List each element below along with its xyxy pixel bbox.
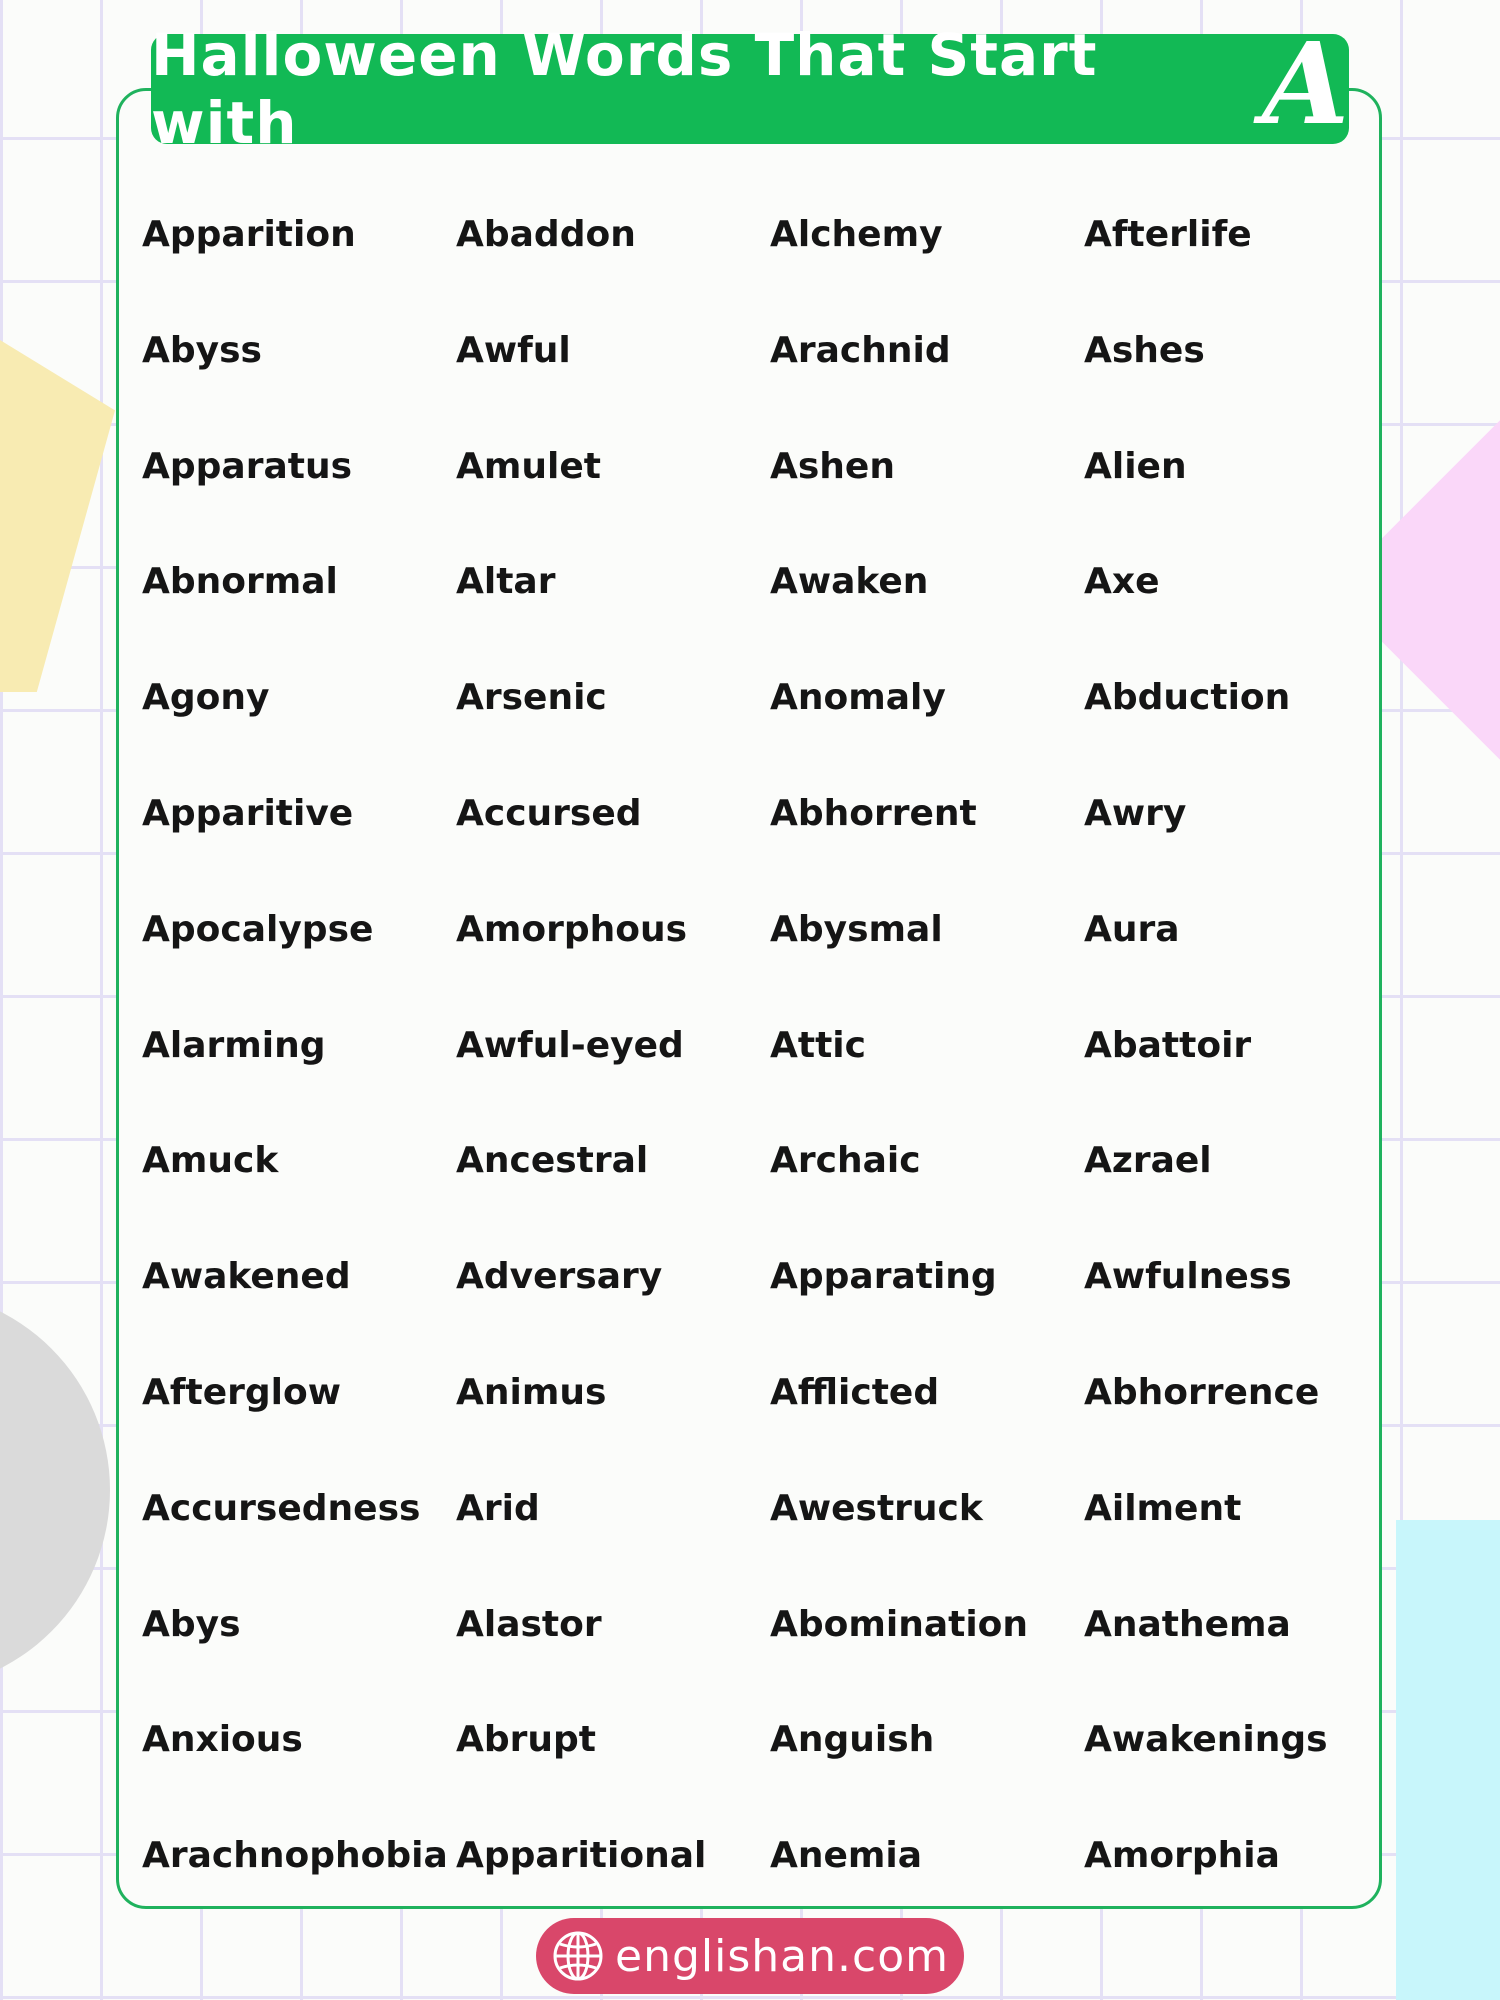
word-item: Archaic [770,1140,921,1182]
word-item: Accursed [456,792,642,834]
word-item: Anemia [770,1835,923,1877]
word-item: Ashen [770,445,895,487]
word-item: Alarming [142,1024,326,1066]
word-item: Abattoir [1084,1024,1252,1066]
page-title: Halloween Words That Start with [151,21,1098,157]
globe-icon [551,1929,605,1983]
word-item: Awaken [770,561,929,603]
word-item: Arachnophobia [142,1835,448,1877]
word-item: Afflicted [770,1371,940,1413]
decorative-yellow-shape [0,340,115,692]
title-letter: A [1262,19,1349,150]
word-item: Apparition [142,214,356,255]
word-item: Accursedness [142,1487,421,1529]
word-item: Abnormal [142,561,338,603]
word-item: Abduction [1084,677,1291,719]
word-grid [142,200,1378,1937]
word-item: Anomaly [770,677,946,719]
word-item: Apparating [770,1256,997,1298]
word-item: Animus [456,1371,607,1413]
word-item: Abhorrence [1084,1371,1320,1413]
word-item: Agony [142,677,270,719]
decorative-cyan-block [1396,1520,1500,2000]
word-item: Abysmal [770,908,943,950]
word-item: Awry [1084,792,1187,834]
word-item: Ashes [1084,329,1205,371]
word-item: Awfulness [1084,1256,1292,1298]
word-item: Abhorrent [770,792,977,834]
word-item: Apparatus [142,445,353,487]
word-item: Attic [770,1024,866,1066]
word-item: Apparitional [456,1835,707,1877]
word-item: Arsenic [456,677,607,719]
word-item: Afterglow [142,1371,342,1413]
word-item: Alastor [456,1603,602,1645]
word-item: Arachnid [770,329,951,371]
site-badge[interactable] [536,1918,964,1994]
word-item: Afterlife [1084,214,1252,255]
word-item: Anxious [142,1719,303,1761]
word-item: Ailment [1084,1487,1242,1529]
word-item: Awful [456,329,571,371]
title-banner [151,19,1349,157]
word-item: Amuck [142,1140,279,1182]
word-item: Abaddon [456,214,636,255]
word-item: Adversary [456,1256,663,1298]
word-item: Awakened [142,1256,351,1298]
word-item: Axe [1084,561,1160,603]
word-item: Abyss [142,329,262,371]
word-item: Ancestral [456,1140,649,1182]
word-item: Abrupt [456,1719,596,1761]
word-item: Amorphia [1084,1835,1280,1877]
word-item: Amorphous [456,908,688,950]
word-item: Apparitive [142,792,354,834]
word-item: Awful-eyed [456,1024,684,1066]
word-item: Alien [1084,445,1187,487]
word-item: Amulet [456,445,601,487]
word-item: Awestruck [770,1487,983,1529]
word-item: Anguish [770,1719,935,1761]
site-url: englishan.com [615,1930,949,1982]
word-item: Aura [1084,908,1180,950]
word-item: Anathema [1084,1603,1291,1645]
word-item: Arid [456,1487,540,1529]
word-item: Azrael [1084,1140,1212,1182]
word-item: Awakenings [1084,1719,1328,1761]
decorative-gray-circle [0,1290,110,1690]
word-item: Altar [456,561,556,603]
word-item: Abys [142,1603,241,1645]
word-item: Abomination [770,1603,1029,1645]
word-item: Alchemy [770,214,943,255]
word-item: Apocalypse [142,908,374,950]
